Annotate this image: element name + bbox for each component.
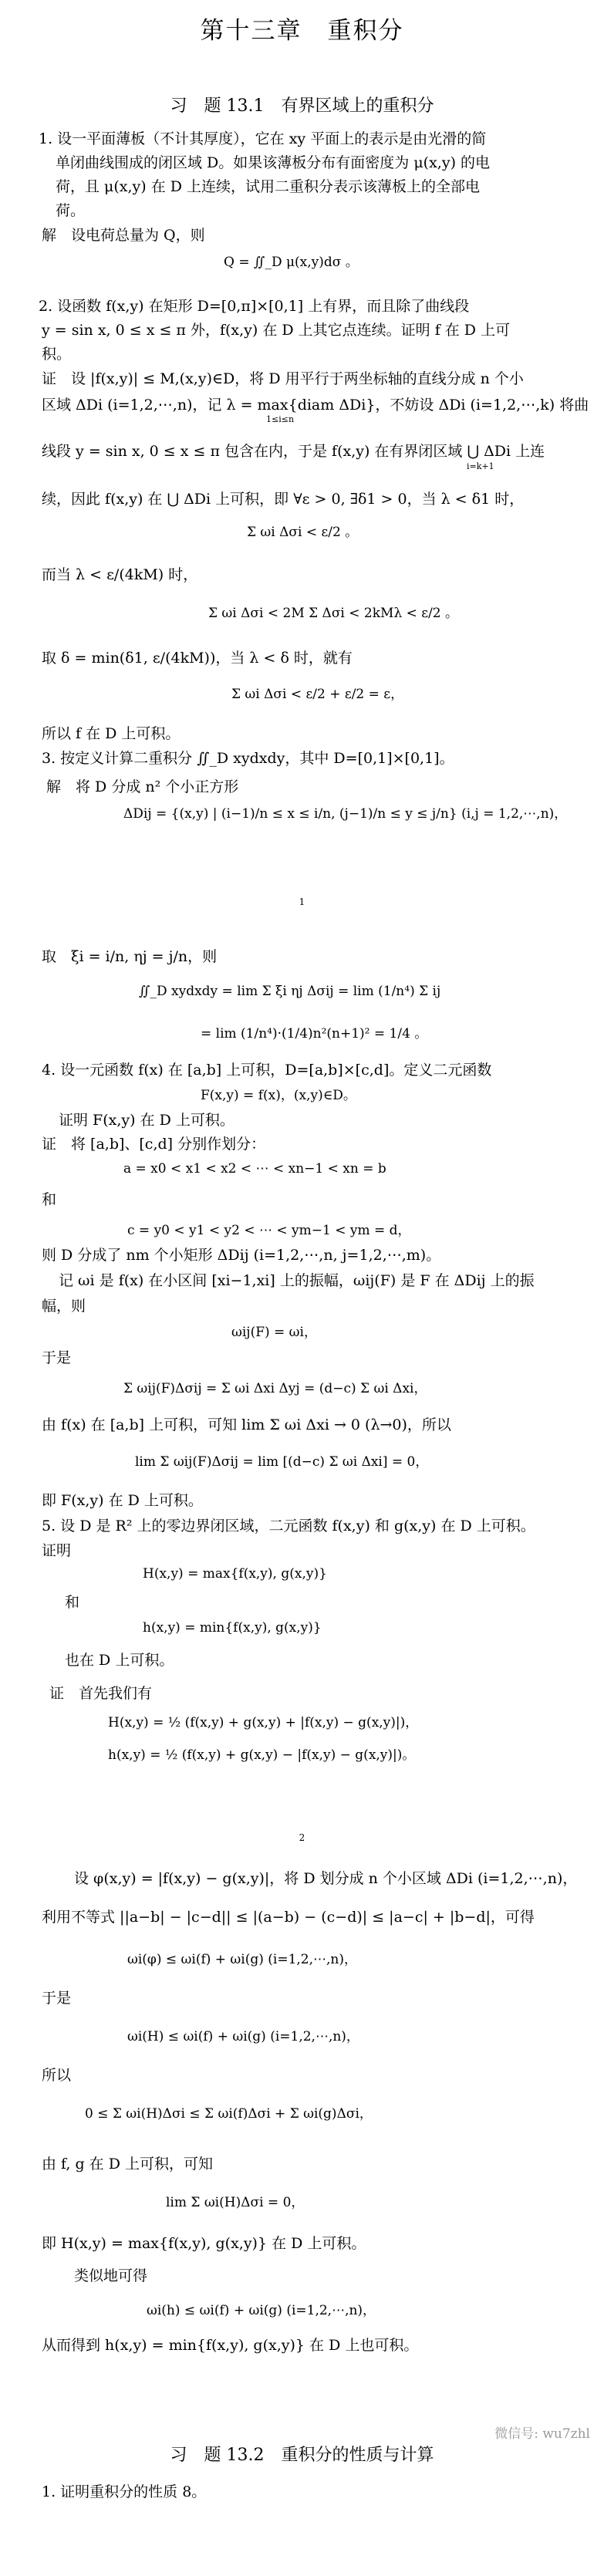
problem-4-equation-2: a = x0 < x1 < x2 < ⋯ < xn−1 < xn = b (123, 1161, 386, 1177)
problem-2-equation-1: Σ ωi Δσi < ε/2 。 (247, 525, 359, 540)
problem-5-line-10: 即 H(x,y) = max{f(x,y), g(x,y)} 在 D 上可积。 (42, 2235, 366, 2252)
problem-3-equation-3: = lim (1/n⁴)·(1/4)n²(n+1)² = 1/4 。 (201, 1026, 428, 1042)
problem-4-line-8: 由 f(x) 在 [a,b] 上可积，可知 lim Σ ωi Δxi → 0 (λ→0)，所以 (42, 1416, 451, 1433)
problem-5-equation-3: H(x,y) = ½ (f(x,y) + g(x,y) + |f(x,y) − g(x,y)|)， (108, 1715, 419, 1730)
problem-4-equation-4: ωij(F) = ωi， (231, 1325, 317, 1340)
problem-2-line-3: 积。 (42, 346, 72, 363)
problem-1-line-1: 1. 设一平面薄板（不计其厚度），它在 xy 平面上的表示是由光滑的简 (39, 130, 487, 147)
problem-5-equation-7: 0 ≤ Σ ωi(H)Δσi ≤ Σ ωi(f)Δσi + Σ ωi(g)Δσi， (85, 2106, 373, 2122)
problem-2-line-6: 取 δ = min(δ1, ε/(4kM))，当 λ < δ 时，就有 (42, 650, 353, 667)
problem-5-line-8: 所以 (42, 2067, 72, 2084)
problem-3-solution: 解 将 D 分成 n² 个小正方形 (46, 778, 239, 795)
chapter-title: 第十三章 重积分 (200, 17, 404, 45)
problem-2-equation-2: Σ ωi Δσi < 2M Σ Δσi < 2kMλ < ε/2 。 (208, 606, 459, 621)
problem-5-line-2: 证明 (42, 1542, 72, 1559)
problem-1-line-3: 荷，且 μ(x,y) 在 D 上连续，试用二重积分表示该薄板上的全部电 (56, 178, 481, 195)
problem-4-line-2: 证明 F(x,y) 在 D 上可积。 (59, 1112, 235, 1129)
watermark: 微信号: wu7zhl (494, 2426, 590, 2442)
problem-1-solution: 解 设电荷总量为 Q，则 (42, 227, 205, 244)
problem-2-line-7: 所以 f 在 D 上可积。 (42, 725, 181, 742)
problem-2-proof-3: 线段 y = sin x, 0 ≤ x ≤ π 包含在内，于是 f(x,y) 在有界闭区域 ⋃ ΔDi 上连 (42, 443, 545, 460)
problem-4-proof-1: 证 将 [a,b]、[c,d] 分别作划分： (42, 1136, 266, 1153)
problem-1-equation: Q = ∬_D μ(x,y)dσ 。 (224, 255, 359, 270)
problem-2-proof-3-subscript: i=k+1 (467, 461, 494, 471)
problem-3-equation-2: ∬_D xydxdy = lim Σ ξi ηj Δσij = lim (1/n⁴) Σ ij (139, 984, 441, 999)
problem-5-line-11: 类似地可得 (74, 2267, 148, 2284)
problem-4-equation-1: F(x,y) = f(x)，(x,y)∈D。 (201, 1088, 356, 1103)
problem-2-line-1: 2. 设函数 f(x,y) 在矩形 D=[0,π]×[0,1] 上有界，而且除了曲线段 (39, 298, 470, 315)
problem-5-equation-1: H(x,y) = max{f(x,y), g(x,y)} (143, 1566, 327, 1582)
page-number-2: 2 (299, 1832, 305, 1843)
problem-4-line-4: 则 D 分成了 nm 个小矩形 ΔDij (i=1,2,⋯,n, j=1,2,⋯,m)。 (42, 1247, 441, 1264)
problem-3-line-2: 取 ξi = i/n, ηj = j/n，则 (42, 948, 218, 965)
problem-2-proof-4: 续，因此 f(x,y) 在 ⋃ ΔDi 上可积，即 ∀ε > 0, ∃δ1 > 0，当 λ < δ1 时， (42, 491, 525, 508)
problem-4-line-5: 记 ωi 是 f(x) 在小区间 [xi−1,xi] 上的振幅，ωij(F) 是 F 在 ΔDij 上的振 (59, 1272, 535, 1289)
problem-2-line-5: 而当 λ < ε/(4kM) 时， (42, 566, 198, 583)
problem-5-equation-9: ωi(h) ≤ ωi(f) + ωi(g) (i=1,2,⋯,n)， (147, 2303, 376, 2318)
problem-4-equation-6: lim Σ ωij(F)Δσij = lim [(d−c) Σ ωi Δxi] = 0， (135, 1454, 429, 1470)
problem-4-line-9: 即 F(x,y) 在 D 上可积。 (42, 1492, 203, 1509)
problem-5-line-3: 和 (65, 1594, 80, 1611)
problem-5-equation-2: h(x,y) = min{f(x,y), g(x,y)} (143, 1620, 322, 1636)
problem-4-line-3: 和 (42, 1191, 57, 1208)
problem-2-line-2: y = sin x, 0 ≤ x ≤ π 外，f(x,y) 在 D 上其它点连续。证明 f 在 D 上可 (42, 322, 511, 339)
problem-1-line-2: 单闭曲线围成的闭区域 D。如果该薄板分布有面密度为 μ(x,y) 的电 (56, 154, 491, 171)
problem-5-equation-4: h(x,y) = ½ (f(x,y) + g(x,y) − |f(x,y) − g(x,y)|)。 (108, 1747, 416, 1763)
section-title-13-2: 习 题 13.2 重积分的性质与计算 (170, 2446, 434, 2465)
problem-5-line-7: 于是 (42, 1990, 72, 2007)
problem-5-line-4: 也在 D 上可积。 (65, 1652, 174, 1669)
problem-2-equation-3: Σ ωi Δσi < ε/2 + ε/2 = ε， (231, 687, 404, 702)
problem-4-equation-3: c = y0 < y1 < y2 < ⋯ < ym−1 < ym = d， (127, 1223, 411, 1238)
problem-5-equation-8: lim Σ ωi(H)Δσi = 0， (166, 2195, 305, 2210)
problem-5-line-1: 5. 设 D 是 R² 上的零边界闭区域，二元函数 f(x,y) 和 g(x,y) 在 D 上可积。 (42, 1518, 535, 1534)
problem-1-line-4: 荷。 (56, 202, 86, 219)
problem-4-equation-5: Σ ωij(F)Δσij = Σ ωi Δxi Δyj = (d−c) Σ ωi Δxi， (123, 1381, 427, 1396)
problem-4-line-7: 于是 (42, 1349, 72, 1366)
problem-2-proof-2: 区域 ΔDi (i=1,2,⋯,n)，记 λ = max{diam ΔDi}，不妨设 ΔDi (i=1,2,⋯,k) 将曲 (42, 397, 589, 414)
problem-5-line-6: 利用不等式 ||a−b| − |c−d|| ≤ |(a−b) − (c−d)| ≤ |a−c| + |b−d|，可得 (42, 1909, 535, 1926)
section-title-13-1: 习 题 13.1 有界区域上的重积分 (170, 96, 434, 116)
page-number-1: 1 (299, 896, 305, 907)
problem-2-proof-1: 证 设 |f(x,y)| ≤ M,(x,y)∈D，将 D 用平行于两坐标轴的直线分成 n 个小 (42, 370, 524, 387)
problem-3-equation-1: ΔDij = {(x,y) | (i−1)/n ≤ x ≤ i/n, (j−1)/n ≤ y ≤ j/n} (i,j = 1,2,⋯,n)， (123, 806, 568, 822)
problem-3-line-1: 3. 按定义计算二重积分 ∬_D xydxdy，其中 D=[0,1]×[0,1]。 (42, 750, 454, 767)
problem-2-proof-2-subscript: 1≤i≤n (266, 414, 295, 424)
problem-5-equation-6: ωi(H) ≤ ωi(f) + ωi(g) (i=1,2,⋯,n)， (127, 2029, 359, 2044)
problem-5-line-12: 从而得到 h(x,y) = min{f(x,y), g(x,y)} 在 D 上也可积。 (42, 2337, 419, 2354)
problem-4-line-6: 幅，则 (42, 1298, 86, 1315)
problem-5-line-9: 由 f, g 在 D 上可积，可知 (42, 2156, 213, 2173)
problem-4-line-1: 4. 设一元函数 f(x) 在 [a,b] 上可积，D=[a,b]×[c,d]。定义二元函数 (42, 1062, 492, 1079)
problem-5-equation-5: ωi(φ) ≤ ωi(f) + ωi(g) (i=1,2,⋯,n)， (127, 1952, 358, 1967)
section-2-problem-1: 1. 证明重积分的性质 8。 (42, 2483, 207, 2500)
problem-5-line-5: 设 φ(x,y) = |f(x,y) − g(x,y)|，将 D 划分成 n 个小区域 ΔDi (i=1,2,⋯,n)， (74, 1870, 578, 1887)
problem-5-proof-1: 证 首先我们有 (49, 1685, 153, 1702)
